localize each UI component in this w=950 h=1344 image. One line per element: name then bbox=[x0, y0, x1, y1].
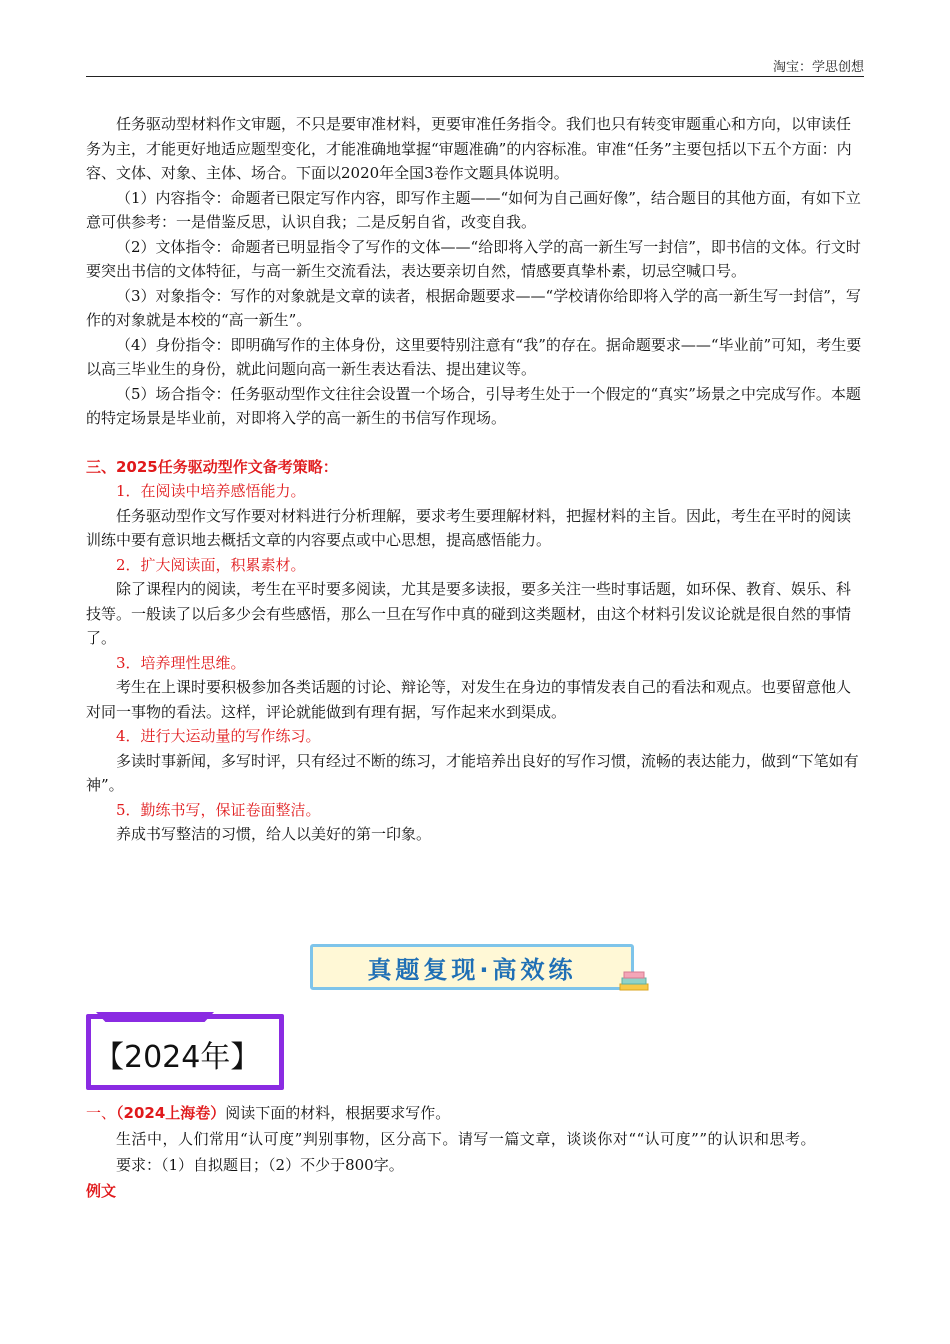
question-number: 一、 bbox=[86, 1104, 117, 1122]
strategy-point-body: 任务驱动型作文写作要对材料进行分析理解，要求考生要理解材料，把握材料的主旨。因此，考生在平时的阅读训练中要有意识地去概括文章的内容要点或中心思想，提高感悟能力。 bbox=[86, 506, 852, 549]
intro-item: （4）身份指令：即明确写作的主体身份，这里要特别注意有“我”的存在。据命题要求——“毕业前”可知，考生要以高三毕业生的身份，就此问题向高一新生表达看法、提出建议等。 bbox=[86, 335, 862, 378]
banner-title: 真题复现·高效练 bbox=[367, 955, 577, 984]
question-heading bbox=[86, 1100, 864, 1126]
strategy-point-title: 3．培养理性思维。 bbox=[116, 653, 246, 672]
question-material: 生活中，人们常用“认可度”判别事物，区分高下。请写一篇文章，谈谈你对““认可度””的认识和思考。 bbox=[116, 1130, 817, 1148]
main-content bbox=[86, 112, 864, 847]
strategy-point-title: 4．进行大运动量的写作练习。 bbox=[116, 727, 321, 745]
strategy-point-body: 多读时事新闻，多写时评，只有经过不断的练习，才能培养出良好的写作习惯，流畅的表达能力，做到“下笔如有神”。 bbox=[86, 751, 859, 794]
year-label: 【2024年】 bbox=[94, 1040, 261, 1075]
intro-item: （2）文体指令：命题者已明显指令了写作的文体——“给即将入学的高一新生写一封信”，即书信的文体。行文时要突出书信的文体特征，与高一新生交流看法，表达要亲切自然，情感要真挚朴素，切忌空喊口号。 bbox=[86, 237, 861, 280]
strategy-point-title: 5．勤练书写，保证卷面整洁。 bbox=[116, 800, 321, 819]
question-block bbox=[86, 1100, 864, 1204]
intro-item: （1）内容指令：命题者已限定写作内容，即写作主题——“如何为自己画好像”，结合题目的其他方面，有如下立意可供参考：一是借鉴反思，认识自我；二是反躬自省，改变自我。 bbox=[86, 188, 861, 231]
question-requirement: 要求：（1）自拟题目；（2）不少于800字。 bbox=[116, 1156, 404, 1174]
strategy-point-title: 1．在阅读中培养感悟能力。 bbox=[116, 482, 306, 500]
strategy-point-body: 养成书写整洁的习惯，给人以美好的第一印象。 bbox=[116, 825, 432, 843]
books-icon bbox=[618, 966, 650, 994]
intro-item: （3）对象指令：写作的对象就是文章的读者，根据命题要求——“学校请你给即将入学的高一新生写一封信”，写作的对象就是本校的“高一新生”。 bbox=[86, 286, 861, 329]
question-source: （2024上海卷） bbox=[116, 1104, 226, 1122]
example-label: 例文 bbox=[86, 1182, 117, 1200]
strategy-point-title: 2．扩大阅读面，积累素材。 bbox=[116, 555, 306, 574]
section-banner bbox=[310, 944, 634, 990]
strategy-heading: 三、2025任务驱动型作文备考策略： bbox=[86, 457, 338, 476]
question-instruction: 阅读下面的材料，根据要求写作。 bbox=[225, 1104, 451, 1122]
intro-item: （5）场合指令：任务驱动型作文往往会设置一个场合，引导考生处于一个假定的“真实”场景之中完成写作。本题的特定场景是毕业前，对即将入学的高一新生的书信写作现场。 bbox=[86, 384, 861, 427]
header-shop-text: 淘宝：学思创想 bbox=[772, 60, 864, 75]
strategy-point-body: 考生在上课时要积极参加各类话题的讨论、辩论等，对发生在身边的事情发表自己的看法和观点。也要留意他人对同一事物的看法。这样，评论就能做到有理有据，写作起来水到渠成。 bbox=[86, 678, 852, 721]
strategy-point-body: 除了课程内的阅读，考生在平时要多阅读，尤其是要多读报，要多关注一些时事话题，如环保、教育、娱乐、科技等。一般读了以后多少会有些感悟，那么一旦在写作中真的碰到这类题材，由这个材料引发议论就是很自然的事情了。 bbox=[86, 580, 852, 647]
intro-paragraph: 任务驱动型材料作文审题，不只是要审准材料，更要审准任务指令。我们也只有转变审题重心和方向，以审读任务为主，才能更好地适应题型变化，才能准确地掌握“审题准确”的内容标准。审准“任务”主要包括以下五个方面：内容、文体、对象、主体、场合。下面以2020年全国3卷作文题具体说明。 bbox=[86, 115, 852, 182]
page-header bbox=[86, 54, 864, 77]
